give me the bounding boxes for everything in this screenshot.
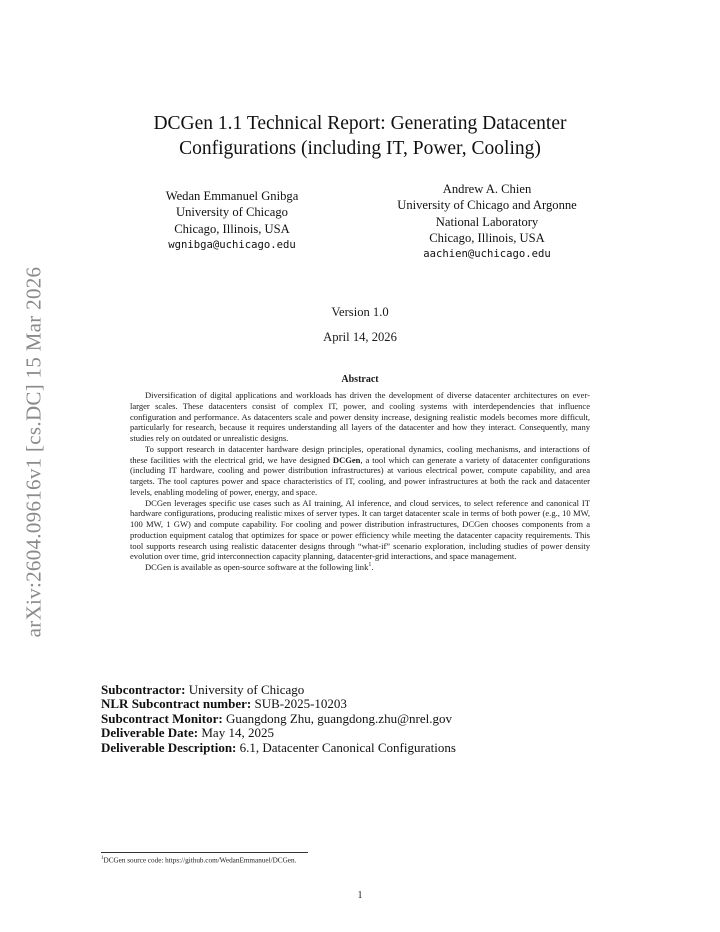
report-date: April 14, 2026 (323, 330, 397, 344)
footnote-divider (101, 852, 308, 853)
author-location: Chicago, Illinois, USA (429, 230, 545, 245)
footnote-marker[interactable]: 1 (368, 562, 372, 569)
subcontractor-row: Subcontractor: University of Chicago (101, 682, 305, 697)
page-number: 1 (357, 890, 363, 901)
abstract-paragraph: To support research in datacenter hardware design principles, operational dynamics, cooling mechanisms, and interactions of these facilities with the electrical grid, we have designed DCGen, a tool which can generate a variety of datacenter configurations (including IT hardware, cooling and power distribution infrastructures) at various electrical power, compute capability, and area targets. The tool captures power and space characteristics of IT, cooling, and power infrastructures at both the rack and datacenter levels, enabling modeling of power, energy, and space. (130, 443, 590, 497)
deliverable-date-row: Deliverable Date: May 14, 2025 (101, 725, 274, 741)
title-line-1: DCGen 1.1 Technical Report: Generating Datacenter (153, 113, 567, 134)
tool-name: DCGen (332, 454, 361, 465)
abstract-paragraph: Diversification of digital applications and workloads has driven the development of diverse datacenter architectures on ever-larger scales. These datacenters consist of complex IT, power, and cooling systems with interdependencies that influence configuration and performance. As datacenters scale and power density increase, designing realistic models becomes more difficult, particularly for research, because it requires understanding all layers of the datacenter and how they interact. Consequently, many studies rely on outdated or unrealistic designs. (130, 390, 590, 443)
author-block-1 (134, 188, 330, 253)
abstract-body (130, 390, 590, 573)
deliverable-description-row: Deliverable Description: 6.1, Datacenter Canonical Configurations (101, 739, 456, 755)
subcontract-number-row: NLR Subcontract number: SUB-2025-10203 (101, 696, 347, 712)
footnote (101, 856, 296, 864)
title-line-2: Configurations (including IT, Power, Cooling) (179, 138, 541, 159)
abstract-paragraph: DCGen leverages specific use cases such as AI training, AI inference, and cloud services, to select reference and canonical IT hardware configurations, producing realistic mixes of server types. It can target datacenter scale in terms of both power (e.g., 10 MW, 100 MW, 1 GW) and compute capability. For cooling and power distribution infrastructures, DCGen chooses components from a production equipment catalog that optimizes for space or power efficiency while meeting the datacenter capacity requirements. This tool supports research using realistic datacenter designs through “what-if” scenario exploration, including studies of power density evolution over time, grid interconnection capacity planning, datacenter-grid interactions, and space management. (130, 497, 590, 562)
footnote-number: 1 (101, 856, 104, 861)
author-name: Wedan Emmanuel Gnibga (165, 189, 299, 203)
deliverables-block (101, 683, 456, 755)
abstract-paragraph: DCGen is available as open-source software at the following link$^1$. (145, 562, 374, 572)
author-location: Chicago, Illinois, USA (174, 221, 290, 236)
author-email[interactable]: wgnibga@uchicago.edu (168, 238, 296, 251)
arxiv-identifier: arXiv:2604.09616v1 [cs.DC] 15 Mar 2026 (21, 266, 46, 638)
abstract-heading: Abstract (341, 374, 379, 385)
author-name: Andrew A. Chien (442, 182, 532, 196)
author-affiliation: University of Chicago (176, 205, 288, 220)
author-affiliation: University of Chicago and Argonne (397, 198, 577, 213)
subcontract-monitor-row: Subcontract Monitor: Guangdong Zhu, guangdong.zhu@nrel.gov (101, 710, 453, 726)
paper-title (0, 111, 720, 161)
version-label: Version 1.0 (331, 305, 389, 319)
author-affiliation: National Laboratory (435, 214, 539, 229)
footnote-text[interactable]: DCGen source code: https://github.com/WedanEmmanuel/DCGen. (103, 856, 297, 865)
author-email[interactable]: aachien@uchicago.edu (423, 248, 551, 261)
author-block-2 (372, 181, 602, 262)
